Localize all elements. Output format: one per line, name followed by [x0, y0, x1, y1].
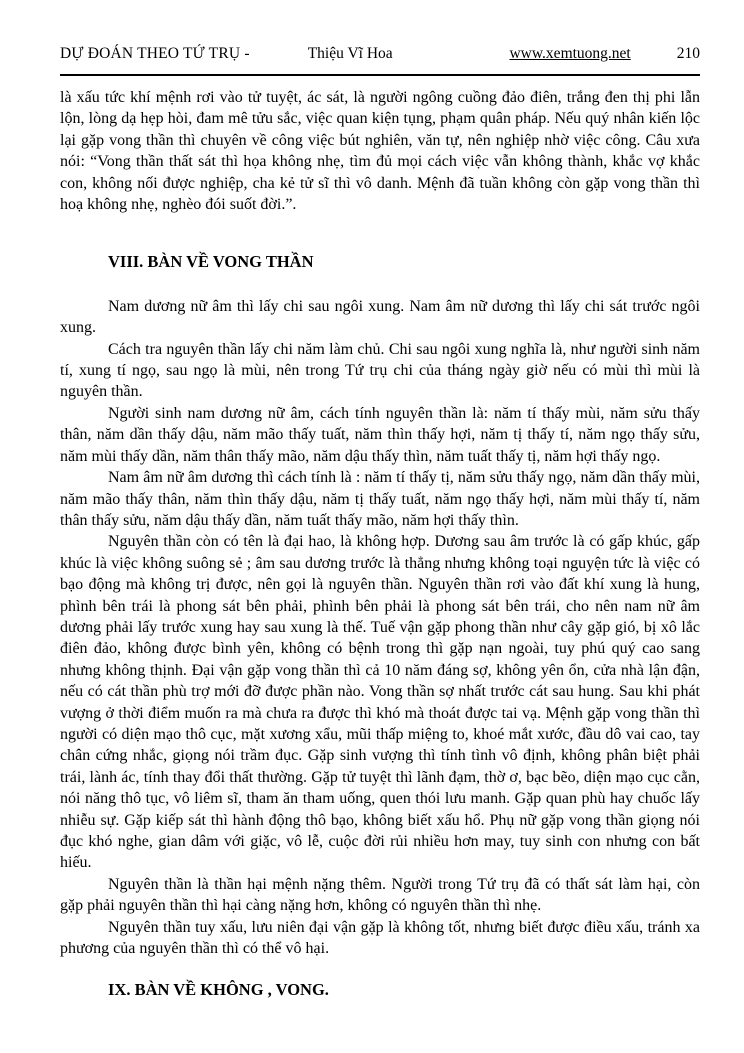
header-page-number: 210 [676, 45, 700, 62]
paragraph: Nguyên thần tuy xấu, lưu niên đại vận gặp là không tốt, nhưng biết được điều xấu, tránh xa phương của nguyên thần thì có thể vô hại. [60, 918, 700, 958]
paragraph-continuation: là xấu tức khí mệnh rơi vào tử tuyệt, ác sát, là người ngông cuồng đảo điên, trắng đen thị phi lẫn lộn, lòng dạ hẹp hòi, đam mê tửu sắc, việc quan kiện tụng, phạm quân pháp. Nếu quý nhân kiến lộc lại gặp vong thần thì chuyên về công việc bút nghiên, văn tự, nên nghiệp nhờ việc công. Câu xưa nói: “Vong thần thất sát thì họa không nhẹ, tìm đủ mọi cách việc vẫn không thành, khắc vợ khắc con, không nối được nghiệp, cha kẻ tử sĩ thì vô danh. Mệnh đã tuần không còn gặp vong thần thì hoạ không nhẹ, nghèo đói suốt đời.”. [60, 89, 700, 214]
page-header [60, 44, 700, 63]
paragraph: Nguyên thần là thần hại mệnh nặng thêm. Người trong Tứ trụ đã có thất sát làm hại, còn gặp phải nguyên thần thì hại càng nặng hơn, không có nguyên thần thì nhẹ. [60, 875, 700, 915]
page-body [60, 87, 700, 1001]
section-heading-ix: IX. BÀN VỀ KHÔNG , VONG. [108, 980, 329, 1000]
header-book-title: DỰ ĐOÁN THEO TỨ TRỤ - [60, 45, 250, 62]
paragraph: Nguyên thần còn có tên là đại hao, là không hợp. Dương sau âm trước là có gấp khúc, gấp khúc là việc không suông sẻ ; âm sau dương trước là thẳng nhưng không toại nguyện tức là việc có bạo động mà không trị được, nên gọi là nguyên thần. Nguyên thần rơi vào đất khí xung là hung, phình bên trái là phong sát bên phải, phình bên phải là phong sát bên trái, cho nên nam nữ âm dương phải lấy trước xung hay sau xung là thế. Tuế vận gặp phong thần như cây gặp gió, bị xô lắc điên đảo, không được bình yên, không có bệnh trong thì gặp nạn ngoài, tuy phú quý cao sang nhưng không thịnh. Đại vận gặp vong thần thì cả 10 năm đáng sợ, không yên ổn, cửa nhà lận đận, nếu có cát thần phù trợ mới đỡ được phần nào. Vong thần sợ nhất trước cát sau hung. Sau khi phát vượng ở thời điểm muốn ra mà chưa ra được thì khó mà thoát được tai vạ. Mệnh gặp vong thần thì người có diện mạo thô cục, mặt xương xẩu, mũi thấp miệng to, khoé mắt xước, đầu dô vai cao, tay chân cứng nhắc, giọng nói trầm đục. Gặp sinh vượng thì tính tình vô định, không phân biệt phải trái, lành ác, tính thay đổi thất thường. Gặp tử tuyệt thì lãnh đạm, thờ ơ, bạc bẽo, diện mạo cục cằn, nói năng thô tục, vô liêm sĩ, tham ăn tham uống, quen thói lưu manh. Gặp quan phù hay chuốc lấy nhiễu sự. Gặp kiếp sát thì hành động thô bạo, không biết xấu hổ. Phụ nữ gặp vong thần giọng nói đục khó nghe, gian dâm với giặc, vô lễ, cuộc đời rủi nhiều hơn may, tuy sinh con nhưng con bất hiếu. [60, 533, 700, 872]
header-author: Thiệu Vĩ Hoa [307, 45, 393, 62]
paragraph: Nam dương nữ âm thì lấy chi sau ngôi xung. Nam âm nữ dương thì lấy chi sát trước ngôi xung. [60, 297, 700, 337]
header-divider-rule [60, 74, 700, 76]
paragraph: Nam âm nữ âm dương thì cách tính là : năm tí thấy tị, năm sửu thấy ngọ, năm dần thấy mùi, năm mão thấy thân, năm thìn thấy dậu, năm tị thấy tuất, năm ngọ thấy hợi, năm mùi thấy tí, năm thân thấy sửu, năm dậu thấy dần, năm tuất thấy mão, năm hợi thấy thìn. [60, 469, 700, 529]
header-website-link[interactable]: www.xemtuong.net [509, 45, 631, 62]
paragraph: Cách tra nguyên thần lấy chi năm làm chủ. Chi sau ngôi xung nghĩa là, như người sinh năm tí, xung tí ngọ, sau ngọ là mùi, nên trong Tứ trụ chi của tháng ngày giờ nếu có mùi thì mùi là nguyên thần. [60, 340, 700, 401]
paragraph: Người sinh nam dương nữ âm, cách tính nguyên thần là: năm tí thấy mùi, năm sửu thấy thân, năm dần thấy dậu, năm mão thấy tuất, năm thìn thấy hợi, năm tị thấy tí, năm ngọ thấy sửu, năm mùi thấy dần, năm thân thấy mão, năm dậu thấy thìn, năm tuất thấy tị, năm hợi thấy ngọ. [60, 404, 700, 465]
section-heading-viii: VIII. BÀN VỀ VONG THẦN [108, 252, 314, 272]
